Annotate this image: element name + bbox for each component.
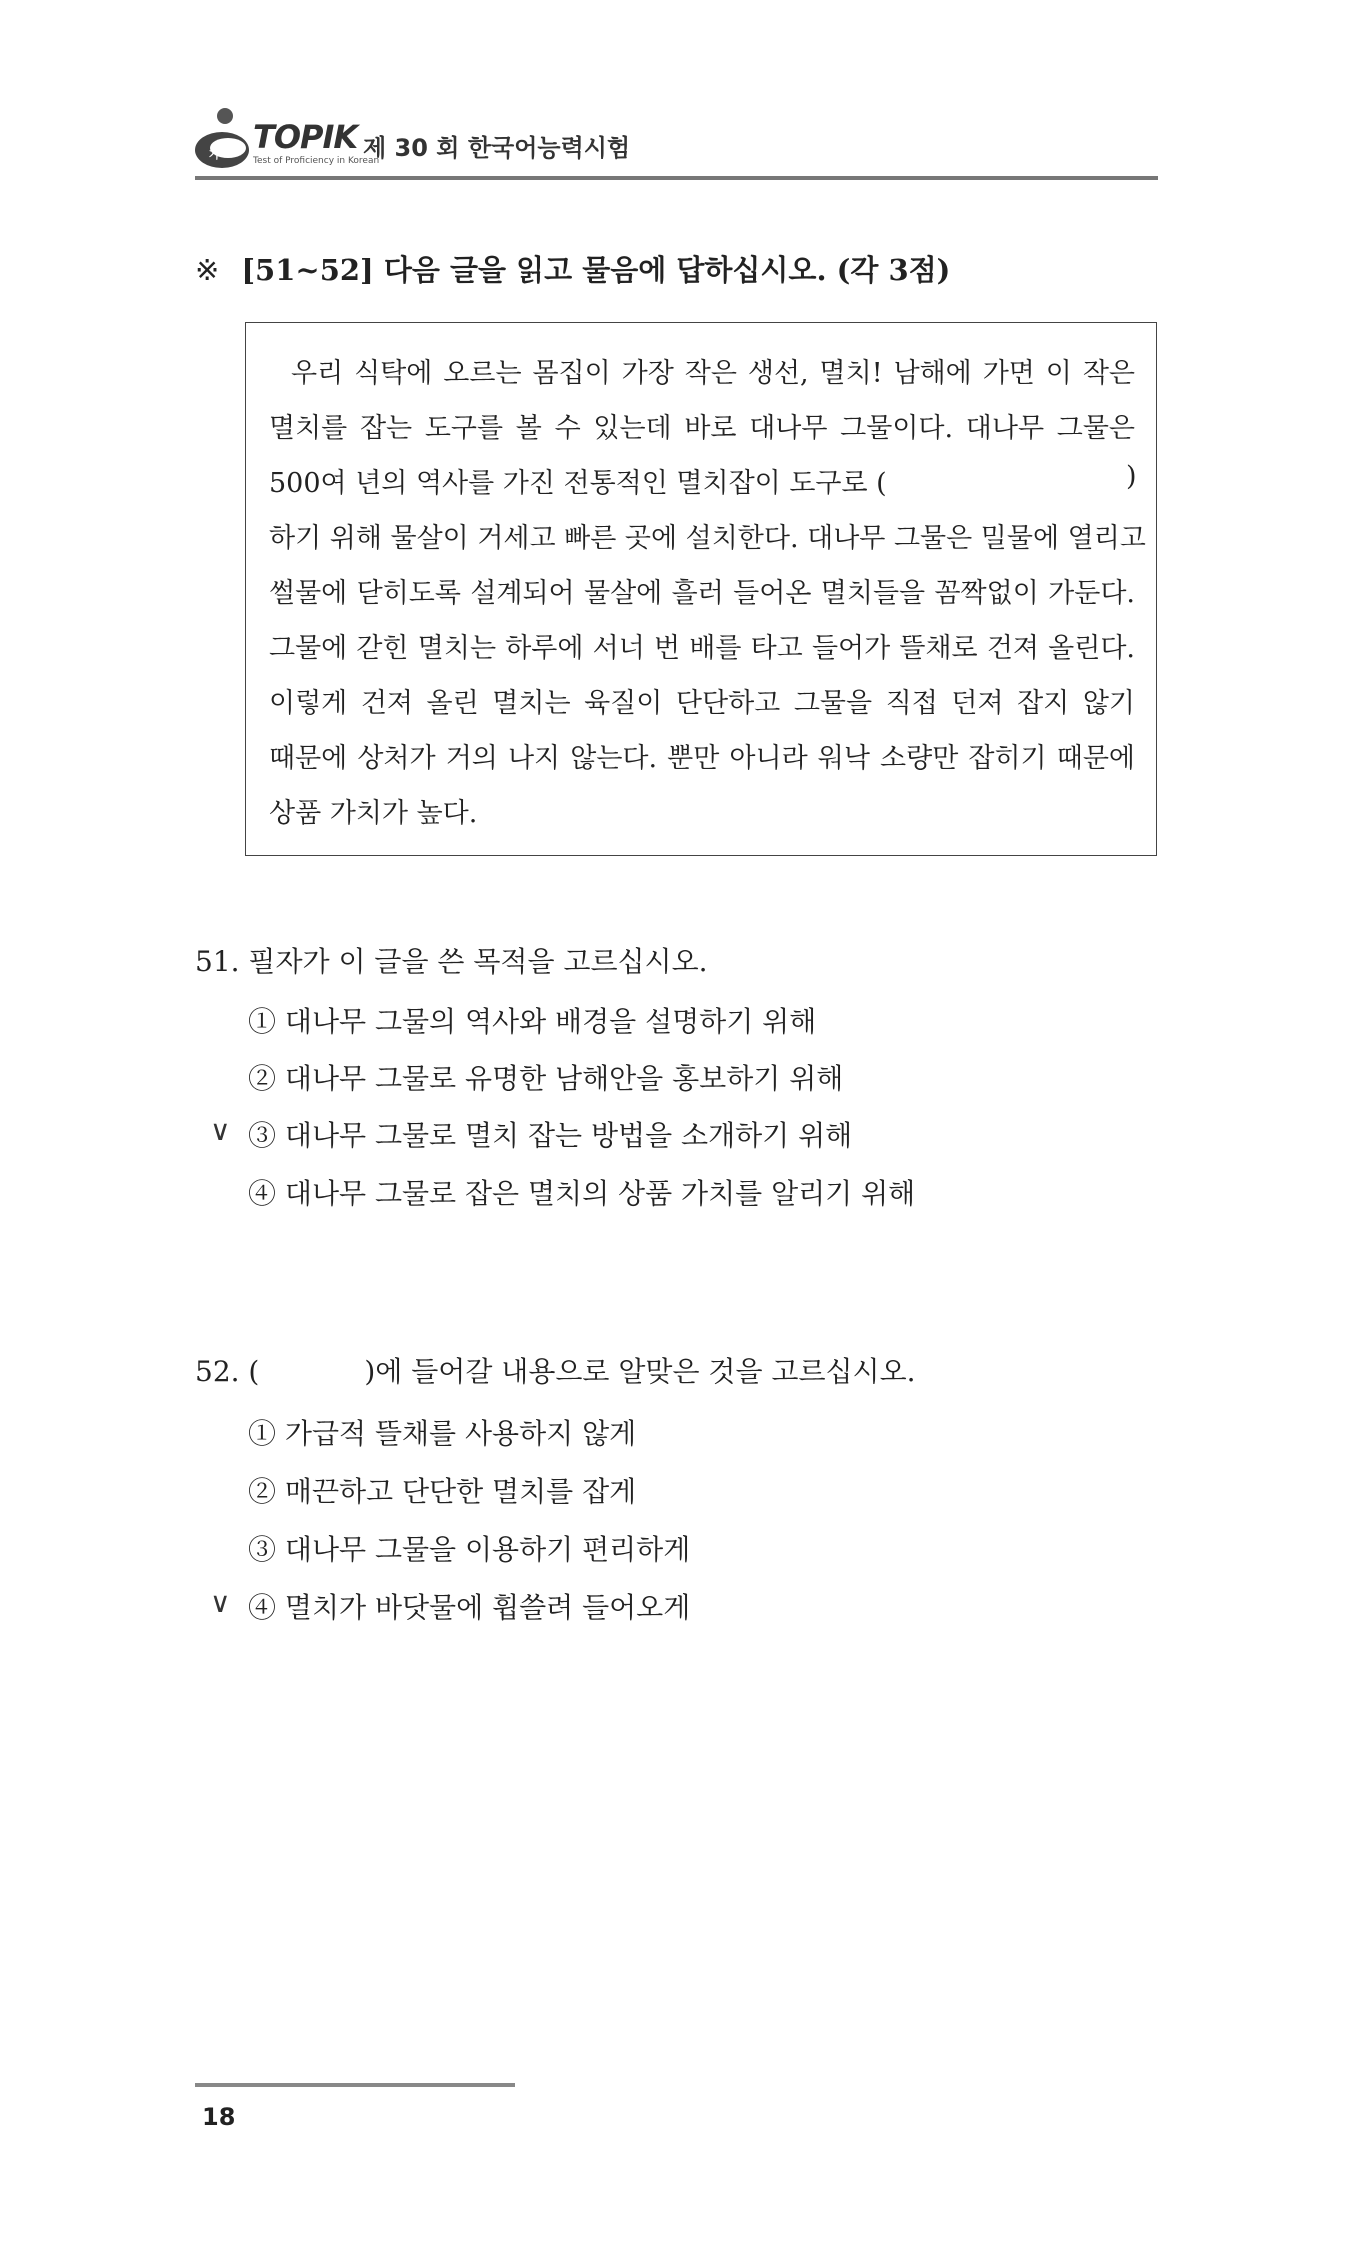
question-52-stem (195, 1350, 916, 1390)
q52-option-3[interactable]: ③ 대나무 그물을 이용하기 편리하게 (248, 1533, 691, 1566)
passage-line: 하기 위해 물살이 거세고 빠른 곳에 설치한다. 대나무 그물은 밀물에 열리고 (269, 523, 1146, 554)
q52-answer-check-icon: ∨ (210, 1586, 231, 1619)
footer-divider (195, 2083, 515, 2087)
passage-line: 그물에 갇힌 멸치는 하루에 서너 번 배를 타고 들어가 뜰채로 건져 올린다. (269, 633, 1135, 664)
q51-answer-check-icon: ∨ (210, 1114, 231, 1147)
topik-logo (195, 98, 380, 180)
section-instruction (195, 248, 950, 289)
q51-option-2[interactable]: ② 대나무 그물로 유명한 남해안을 홍보하기 위해 (248, 1062, 844, 1095)
q51-option-4[interactable]: ④ 대나무 그물로 잡은 멸치의 상품 가치를 알리기 위해 (248, 1177, 916, 1210)
header-divider (195, 176, 1158, 180)
q51-option-3[interactable]: ③ 대나무 그물로 멸치 잡는 방법을 소개하기 위해 (248, 1119, 853, 1152)
q52-option-2[interactable]: ② 매끈하고 단단한 멸치를 잡게 (248, 1475, 637, 1508)
passage-line: 상품 가치가 높다. (269, 798, 478, 829)
passage-box (245, 322, 1157, 856)
page-header (195, 98, 1160, 180)
logo-text: TOPIK (253, 118, 358, 156)
passage-line: 때문에 상처가 거의 나지 않는다. 뿐만 아니라 워낙 소량만 잡히기 때문에 (269, 743, 1135, 774)
reference-mark: ※ (195, 253, 220, 287)
passage-line: 500여 년의 역사를 가진 전통적인 멸치잡이 도구로 ( (269, 468, 887, 499)
question-51-stem: 51. 필자가 이 글을 쓴 목적을 고르십시오. (195, 945, 708, 978)
logo-mark-icon (195, 98, 255, 180)
q52-option-4[interactable]: ④ 멸치가 바닷물에 휩쓸려 들어오게 (248, 1591, 691, 1624)
logo-subtitle: Test of Proficiency in Korean (253, 156, 380, 166)
section-title: [51~52] 다음 글을 읽고 물음에 답하십시오. (각 3점) (241, 253, 951, 287)
page-number: 18 (202, 2103, 236, 2131)
q52-number: 52. ( (195, 1355, 260, 1388)
passage-line: 썰물에 닫히도록 설계되어 물살에 흘러 들어온 멸치들을 꼼짝없이 가둔다. (269, 578, 1135, 609)
passage-blank-close: ) (1126, 461, 1137, 492)
svg-text:가: 가 (209, 148, 220, 161)
passage-line: 멸치를 잡는 도구를 볼 수 있는데 바로 대나무 그물이다. 대나무 그물은 (269, 413, 1135, 444)
q51-option-1[interactable]: ① 대나무 그물의 역사와 배경을 설명하기 위해 (248, 1005, 817, 1038)
exam-title: 제 30 회 한국어능력시험 (363, 134, 631, 162)
passage-line: 이렇게 건져 올린 멸치는 육질이 단단하고 그물을 직접 던져 잡지 않기 (269, 688, 1135, 719)
passage-line: 우리 식탁에 오르는 몸집이 가장 작은 생선, 멸치! 남해에 가면 이 작은 (291, 358, 1135, 389)
q52-stem-text: )에 들어갈 내용으로 알맞은 것을 고르십시오. (364, 1355, 916, 1388)
q52-option-1[interactable]: ① 가급적 뜰채를 사용하지 않게 (248, 1417, 637, 1450)
